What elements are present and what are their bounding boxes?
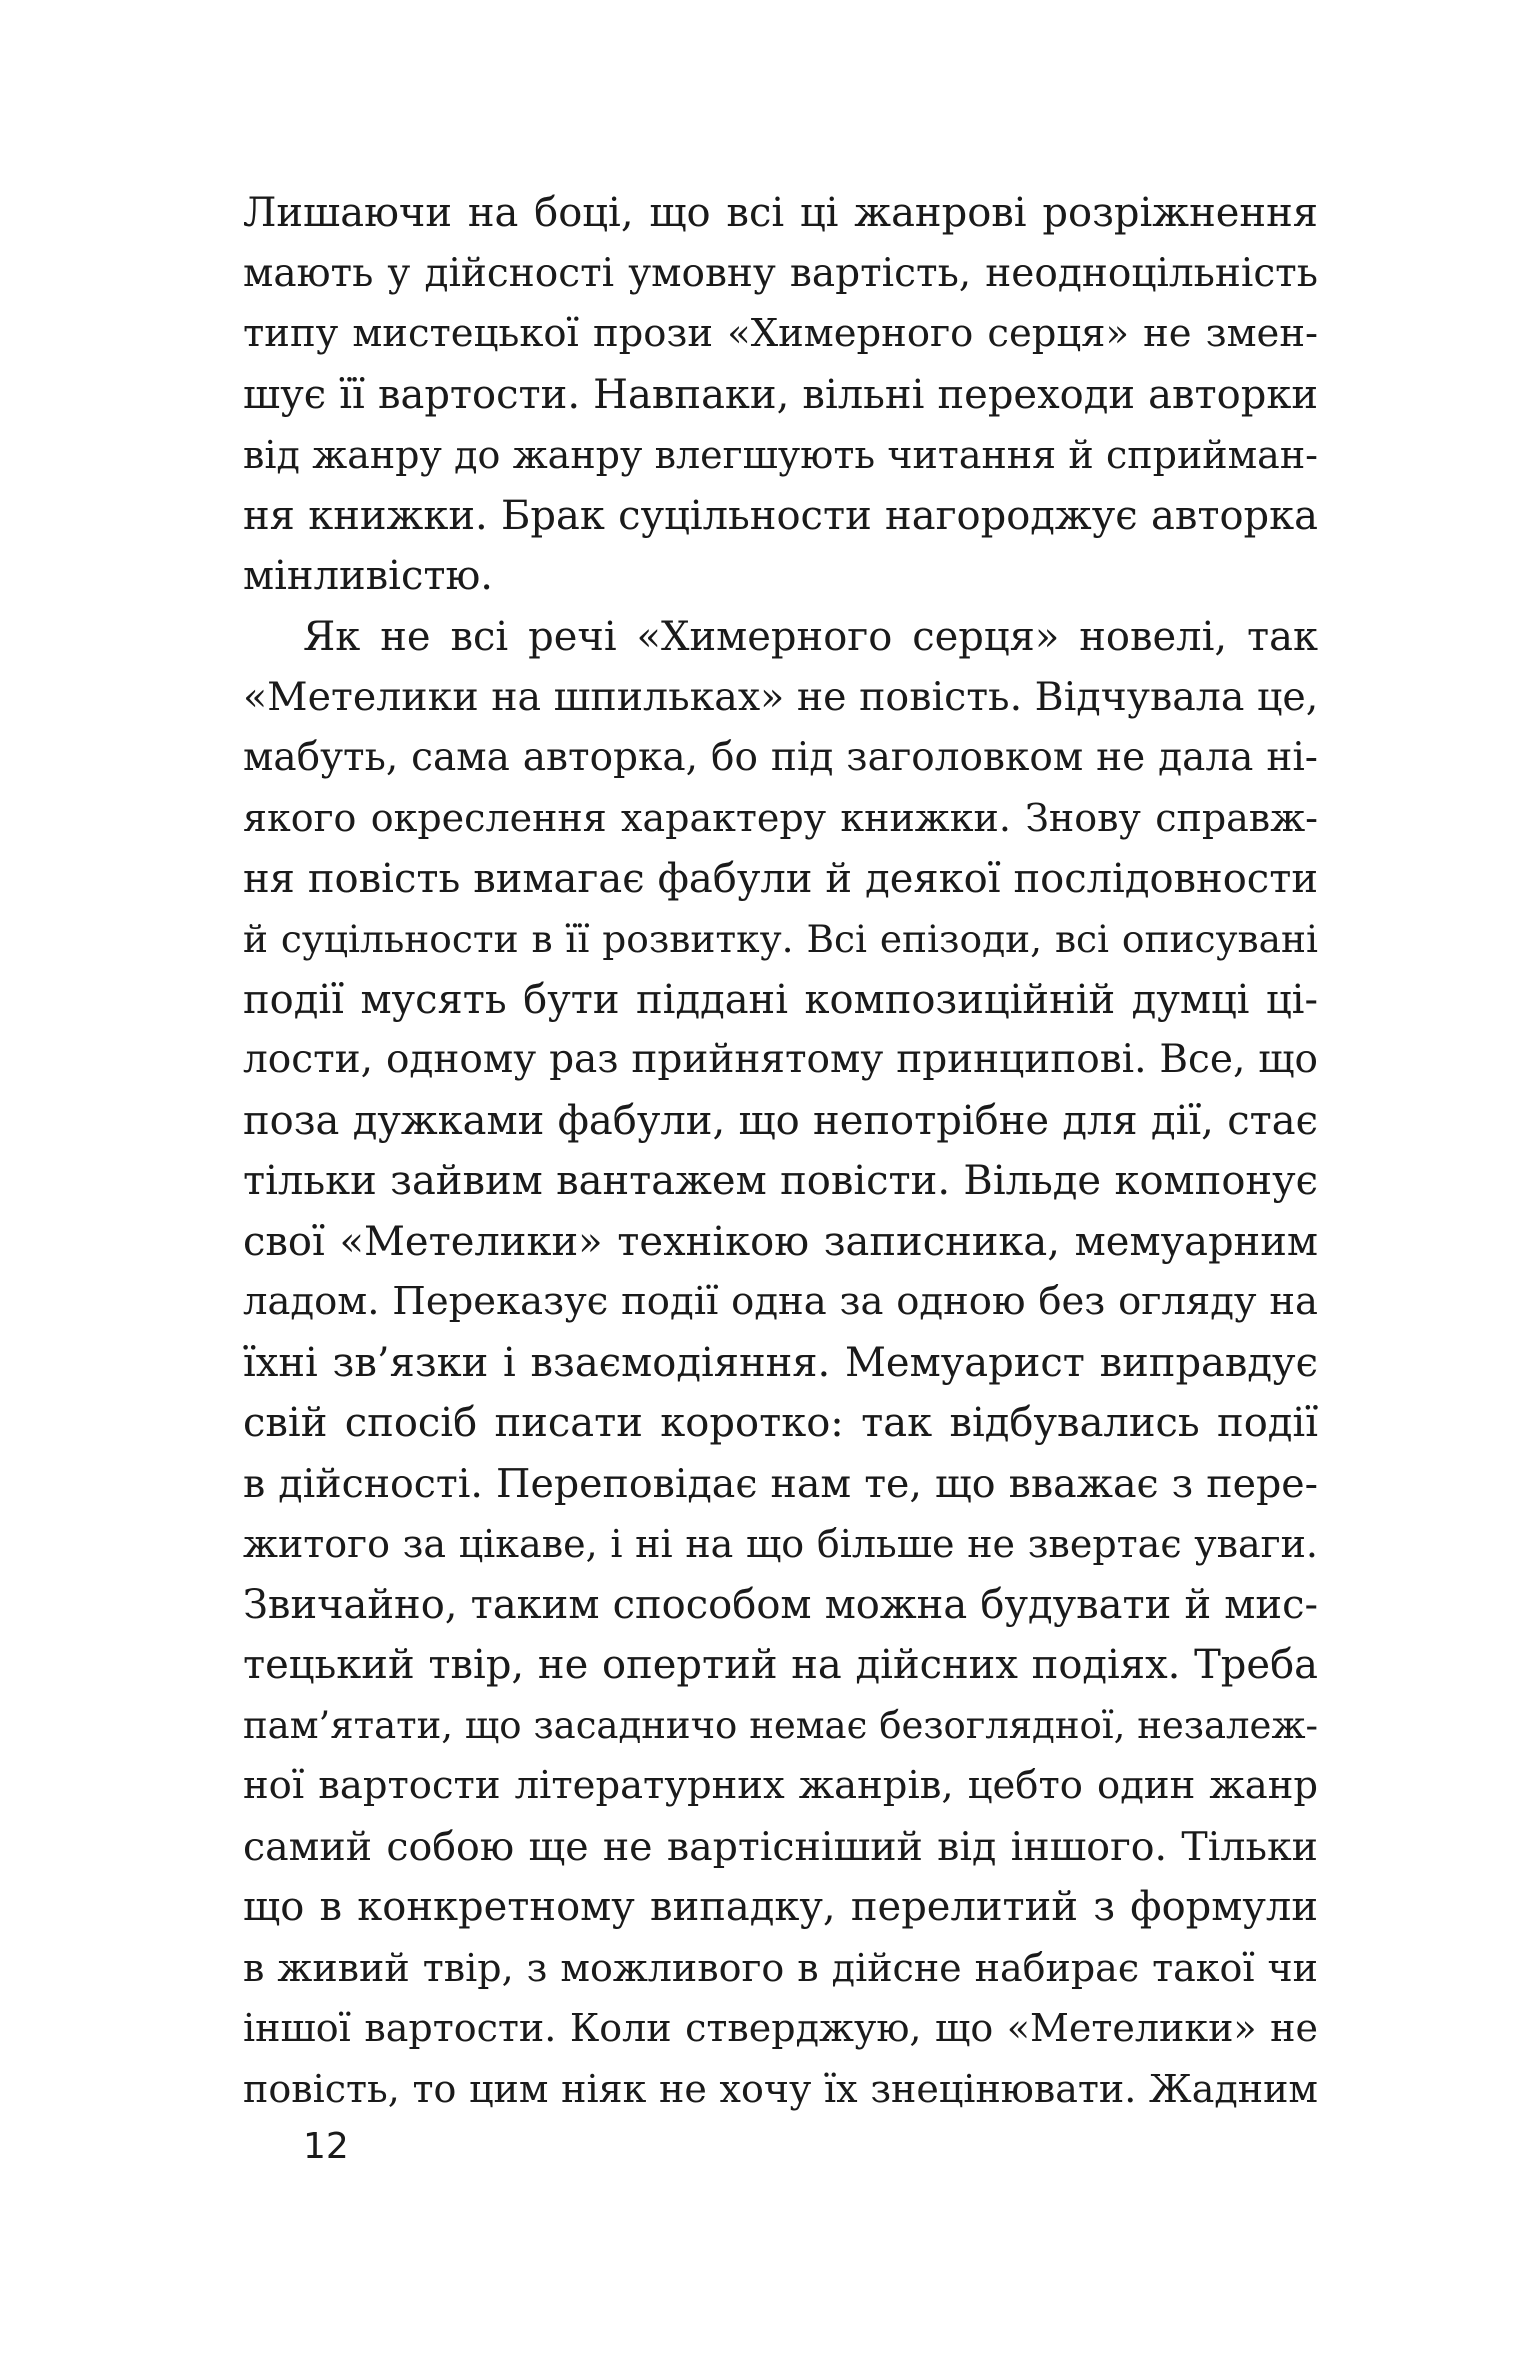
text-line: ладом. Переказує події одна за одною без огляду на (243, 1279, 1318, 1324)
text-line: поза дужками фабули, що непотрібне для дії, стає (243, 1097, 1318, 1144)
text-line: іншої вартости. Коли стверджую, що «Метелики» не (243, 2006, 1318, 2050)
text-line: ня повість вимагає фабули й деякої послідовности (243, 855, 1318, 902)
text-line: мають у дійсності умовну вартість, неодноцільність (243, 250, 1318, 296)
text-line: шує її вартости. Навпаки, вільні переходи авторки (243, 371, 1318, 418)
page-number: 12 (303, 2126, 349, 2167)
text-line: Лишаючи на боці, що всі ці жанрові розріжнення (243, 190, 1318, 236)
text-line: тецький твір, не опертий на дійсних подіях. Треба (243, 1642, 1318, 1688)
text-line: свій спосіб писати коротко: так відбувались події (243, 1400, 1318, 1446)
text-line: ня книжки. Брак суцільности нагороджує авторка (243, 492, 1318, 539)
text-line: пам’ятати, що засадничо немає безоглядної, незалеж- (243, 1703, 1318, 1747)
text-line: й суцільности в її розвитку. Всі епізоди, всі описувані (243, 917, 1318, 961)
text-line: типу мистецької прози «Химерного серця» не змен- (243, 311, 1318, 356)
text-line: що в конкретному випадку, перелитий з формули (243, 1884, 1318, 1930)
text-line: самий собою ще не вартісніший від іншого. Тільки (243, 1823, 1318, 1870)
text-line: від жанру до жанру влегшують читання й сприйман- (243, 433, 1318, 477)
text-line: Як не всі речі «Химерного серця» новелі, так (303, 613, 1318, 660)
text-line: житого за цікаве, і ні на що більше не звертає уваги. (243, 1522, 1318, 1566)
text-line: Звичайно, таким способом можна будувати й мис- (243, 1581, 1318, 1628)
text-line: події мусять бути піддані композиційній думці ці- (243, 976, 1318, 1023)
body-text (243, 183, 1318, 2119)
text-line: їхні зв’язки і взаємодіяння. Мемуарист виправдує (243, 1339, 1318, 1386)
text-line: в живий твір, з можливого в дійсне набирає такої чи (243, 1945, 1318, 1990)
text-line: якого окреслення характеру книжки. Знову справж- (243, 796, 1318, 840)
text-line: свої «Метелики» технікою записника, мемуарним (243, 1218, 1318, 1265)
paragraph-1 (243, 183, 1318, 607)
text-line: лости, одному раз прийнятому принципові. Все, що (243, 1037, 1318, 1082)
paragraph-2 (243, 607, 1318, 2120)
text-line: мінливістю. (243, 553, 494, 599)
text-line: повість, то цим ніяк не хочу їх знецінювати. Жадним (243, 2066, 1318, 2111)
text-line: в дійсності. Переповідає нам те, що вважає з пере- (243, 1460, 1318, 1507)
text-line: мабуть, сама авторка, бо під заголовком не дала ні- (243, 734, 1318, 780)
text-line: тільки зайвим вантажем повісти. Вільде компонує (243, 1158, 1318, 1204)
text-line: ної вартости літературних жанрів, цебто один жанр (243, 1763, 1318, 1808)
text-line: «Метелики на шпильках» не повість. Відчувала це, (243, 674, 1318, 720)
